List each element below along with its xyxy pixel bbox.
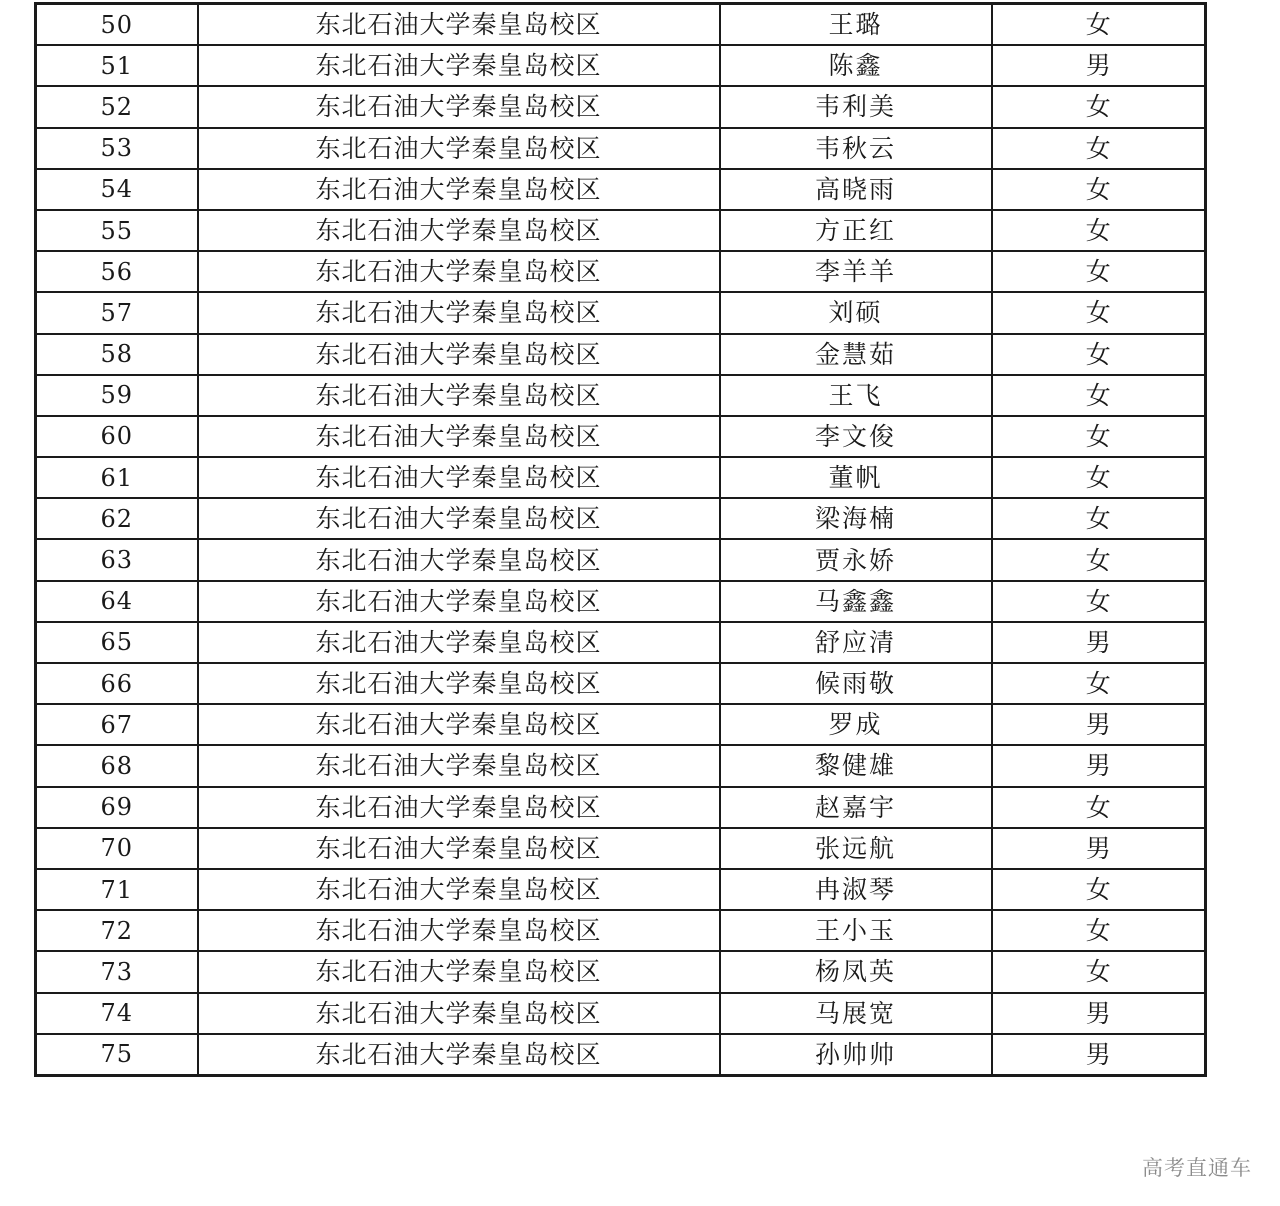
cell-number: 72 [36,910,198,951]
cell-gender: 女 [992,210,1206,251]
cell-name: 王飞 [720,375,992,416]
cell-name: 候雨敬 [720,663,992,704]
cell-name: 金慧茹 [720,334,992,375]
cell-name: 罗成 [720,704,992,745]
cell-number: 56 [36,251,198,292]
cell-number: 61 [36,457,198,498]
cell-school: 东北石油大学秦皇岛校区 [198,128,720,169]
cell-name: 孙帅帅 [720,1034,992,1076]
cell-name: 梁海楠 [720,498,992,539]
cell-name: 黎健雄 [720,745,992,786]
cell-gender: 女 [992,951,1206,992]
table-row [36,1034,1206,1076]
table-row [36,210,1206,251]
cell-name: 韦秋云 [720,128,992,169]
cell-number: 53 [36,128,198,169]
cell-number: 60 [36,416,198,457]
table-row [36,951,1206,992]
cell-school: 东北石油大学秦皇岛校区 [198,169,720,210]
table-row [36,539,1206,580]
table-row [36,704,1206,745]
cell-number: 62 [36,498,198,539]
cell-gender: 女 [992,869,1206,910]
cell-school: 东北石油大学秦皇岛校区 [198,4,720,46]
watermark-text: 高考直通车 [1142,1156,1252,1180]
cell-school: 东北石油大学秦皇岛校区 [198,375,720,416]
cell-school: 东北石油大学秦皇岛校区 [198,745,720,786]
cell-gender: 男 [992,622,1206,663]
cell-school: 东北石油大学秦皇岛校区 [198,622,720,663]
cell-number: 66 [36,663,198,704]
cell-school: 东北石油大学秦皇岛校区 [198,704,720,745]
cell-gender: 女 [992,375,1206,416]
cell-gender: 女 [992,334,1206,375]
cell-school: 东北石油大学秦皇岛校区 [198,581,720,622]
cell-school: 东北石油大学秦皇岛校区 [198,787,720,828]
table-row [36,416,1206,457]
cell-school: 东北石油大学秦皇岛校区 [198,45,720,86]
cell-school: 东北石油大学秦皇岛校区 [198,951,720,992]
cell-gender: 女 [992,498,1206,539]
cell-gender: 女 [992,4,1206,46]
table-row [36,334,1206,375]
cell-name: 刘硕 [720,292,992,333]
roster-table-body [36,4,1206,1076]
cell-number: 70 [36,828,198,869]
cell-name: 杨凤英 [720,951,992,992]
table-row [36,869,1206,910]
table-row [36,251,1206,292]
cell-name: 李文俊 [720,416,992,457]
table-row [36,128,1206,169]
cell-gender: 女 [992,663,1206,704]
cell-number: 65 [36,622,198,663]
table-row [36,581,1206,622]
cell-gender: 女 [992,292,1206,333]
cell-name: 马展宽 [720,993,992,1034]
cell-gender: 女 [992,539,1206,580]
cell-school: 东北石油大学秦皇岛校区 [198,539,720,580]
cell-gender: 女 [992,787,1206,828]
table-row [36,828,1206,869]
table-row [36,993,1206,1034]
table-row [36,4,1206,46]
cell-number: 50 [36,4,198,46]
cell-number: 64 [36,581,198,622]
cell-school: 东北石油大学秦皇岛校区 [198,828,720,869]
table-row [36,498,1206,539]
cell-school: 东北石油大学秦皇岛校区 [198,334,720,375]
cell-gender: 女 [992,86,1206,127]
cell-number: 58 [36,334,198,375]
cell-number: 69 [36,787,198,828]
cell-school: 东北石油大学秦皇岛校区 [198,498,720,539]
cell-gender: 女 [992,581,1206,622]
table-row [36,86,1206,127]
cell-name: 韦利美 [720,86,992,127]
cell-school: 东北石油大学秦皇岛校区 [198,457,720,498]
table-row [36,622,1206,663]
cell-number: 54 [36,169,198,210]
table-row [36,375,1206,416]
cell-name: 李羊羊 [720,251,992,292]
cell-school: 东北石油大学秦皇岛校区 [198,292,720,333]
cell-school: 东北石油大学秦皇岛校区 [198,869,720,910]
cell-gender: 男 [992,828,1206,869]
cell-gender: 女 [992,251,1206,292]
cell-gender: 女 [992,457,1206,498]
cell-gender: 男 [992,1034,1206,1076]
cell-gender: 男 [992,704,1206,745]
cell-name: 马鑫鑫 [720,581,992,622]
cell-school: 东北石油大学秦皇岛校区 [198,416,720,457]
cell-name: 张远航 [720,828,992,869]
cell-name: 舒应清 [720,622,992,663]
cell-name: 高晓雨 [720,169,992,210]
table-row [36,457,1206,498]
table-row [36,910,1206,951]
cell-gender: 女 [992,128,1206,169]
cell-gender: 女 [992,169,1206,210]
table-row [36,745,1206,786]
table-row [36,45,1206,86]
cell-number: 73 [36,951,198,992]
cell-school: 东北石油大学秦皇岛校区 [198,663,720,704]
cell-number: 71 [36,869,198,910]
cell-number: 63 [36,539,198,580]
cell-school: 东北石油大学秦皇岛校区 [198,910,720,951]
cell-school: 东北石油大学秦皇岛校区 [198,993,720,1034]
cell-number: 74 [36,993,198,1034]
cell-gender: 女 [992,910,1206,951]
cell-number: 68 [36,745,198,786]
cell-school: 东北石油大学秦皇岛校区 [198,86,720,127]
cell-number: 52 [36,86,198,127]
cell-number: 59 [36,375,198,416]
table-row [36,787,1206,828]
cell-number: 51 [36,45,198,86]
table-row [36,169,1206,210]
cell-number: 75 [36,1034,198,1076]
table-row [36,663,1206,704]
cell-school: 东北石油大学秦皇岛校区 [198,210,720,251]
cell-name: 王小玉 [720,910,992,951]
cell-school: 东北石油大学秦皇岛校区 [198,1034,720,1076]
cell-number: 55 [36,210,198,251]
cell-name: 贾永娇 [720,539,992,580]
roster-table [34,2,1207,1077]
cell-gender: 男 [992,745,1206,786]
table-row [36,292,1206,333]
cell-number: 67 [36,704,198,745]
cell-school: 东北石油大学秦皇岛校区 [198,251,720,292]
cell-name: 王璐 [720,4,992,46]
cell-name: 方正红 [720,210,992,251]
cell-gender: 男 [992,45,1206,86]
cell-number: 57 [36,292,198,333]
cell-name: 董帆 [720,457,992,498]
cell-gender: 女 [992,416,1206,457]
cell-name: 冉淑琴 [720,869,992,910]
cell-name: 陈鑫 [720,45,992,86]
cell-name: 赵嘉宇 [720,787,992,828]
cell-gender: 男 [992,993,1206,1034]
